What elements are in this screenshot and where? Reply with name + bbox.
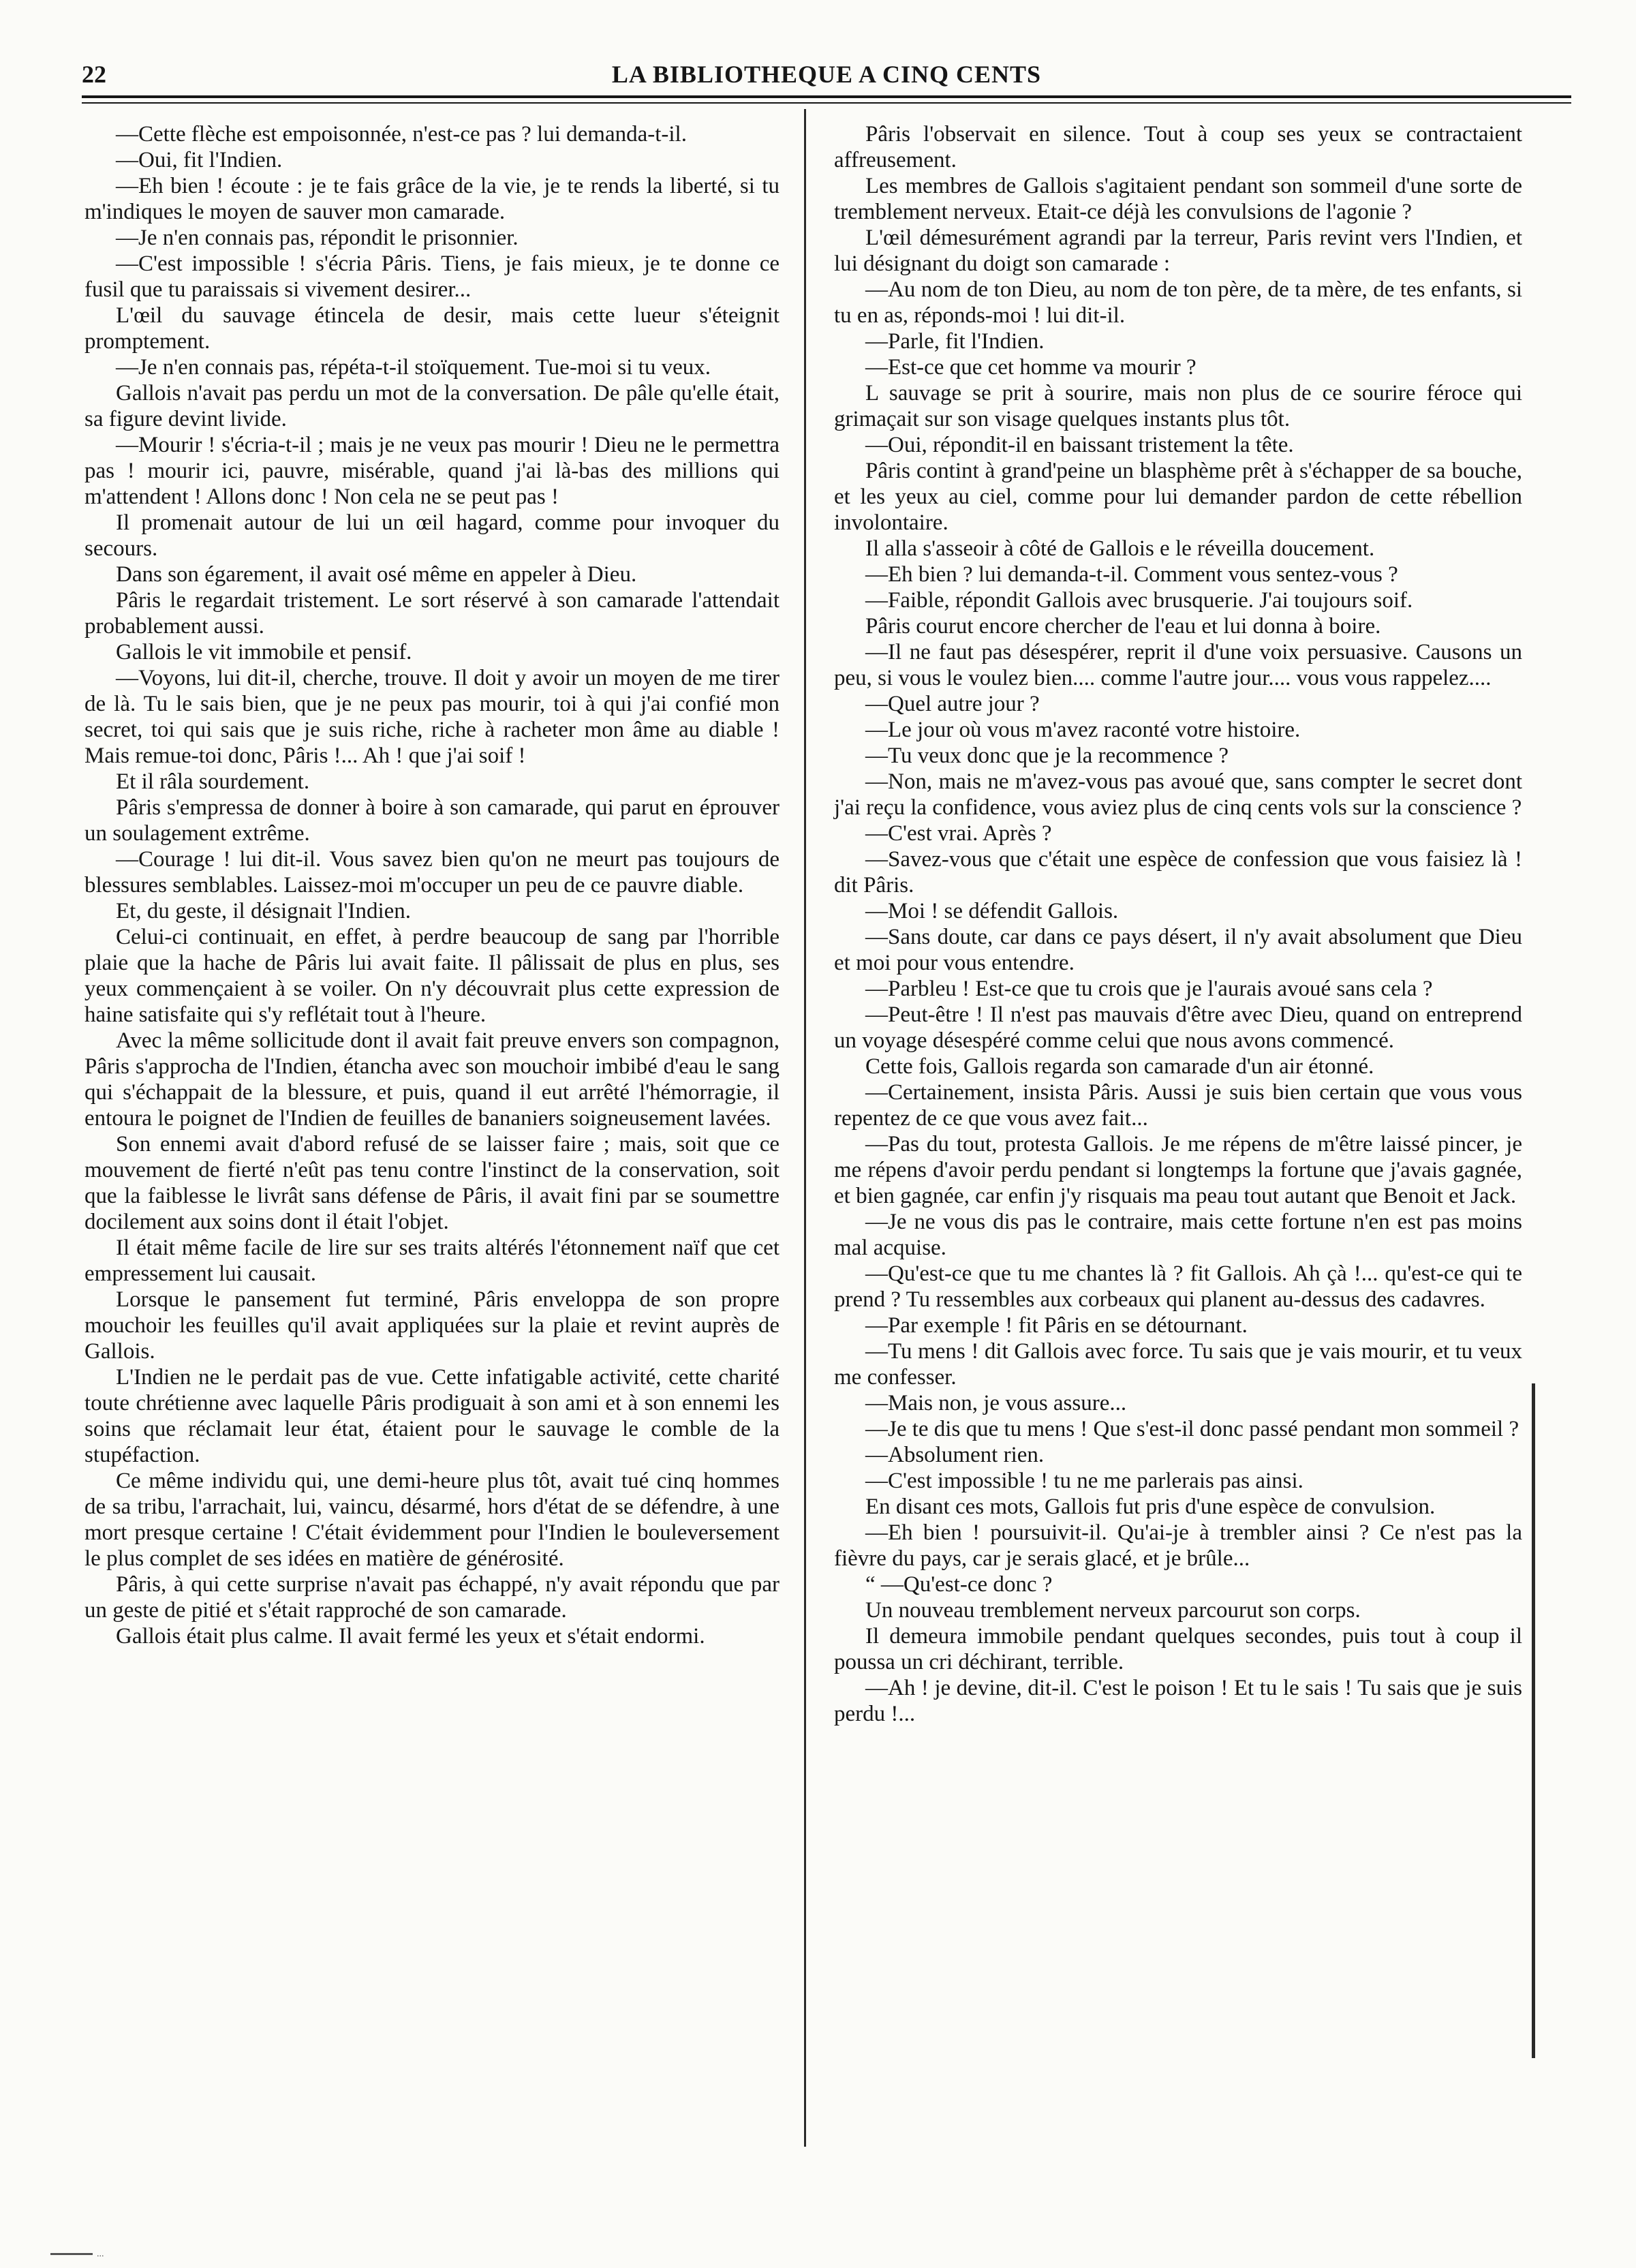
paragraph: Cette fois, Gallois regarda son camarade d'un air étonné. — [865, 1054, 1374, 1079]
paragraph: Un nouveau tremblement nerveux parcourut son corps. — [865, 1598, 1361, 1623]
footer-mark: ... — [50, 2249, 104, 2260]
paragraph: —Savez-vous que c'était une espèce de confession que vous faisiez là ! dit Pâris. — [834, 847, 1522, 898]
paragraph: —Moi ! se défendit Gallois. — [865, 899, 1119, 923]
paragraph: —Je te dis que tu mens ! Que s'est-il donc passé pendant mon sommeil ? — [865, 1417, 1519, 1441]
paragraph: Et il râla sourdement. — [116, 769, 310, 794]
header-rule-thick — [82, 95, 1571, 98]
paragraph: Les membres de Gallois s'agitaient pendant son sommeil d'une sorte de tremblement nerveux. Etait-ce déjà les convulsions de l'agonie ? — [834, 174, 1522, 224]
paragraph: L'Indien ne le perdait pas de vue. Cette infatigable activité, cette charité toute chrétienne avec laquelle Pâris prodiguait à son ami et à son ennemi les soins que réclamait leur état, étaient pour le sauvage le comble de la stupéfaction. — [84, 1365, 780, 1467]
paragraph: —Oui, fit l'Indien. — [116, 148, 283, 172]
paragraph: —Faible, répondit Gallois avec brusquerie. J'ai toujours soif. — [865, 588, 1413, 613]
paragraph: —Par exemple ! fit Pâris en se détournant. — [865, 1313, 1248, 1338]
paragraph: Il était même facile de lire sur ses traits altérés l'étonnement naïf que cet empressement lui causait. — [84, 1236, 780, 1286]
paragraph: —Ah ! je devine, dit-il. C'est le poison ! Et tu le sais ! Tu sais que je suis perdu !... — [834, 1676, 1522, 1726]
paragraph: —C'est impossible ! s'écria Pâris. Tiens, je fais mieux, je te donne ce fusil que tu paraissais si vivement desirer... — [84, 251, 780, 302]
margin-rule — [1532, 1383, 1535, 2058]
paragraph: —C'est impossible ! tu ne me parlerais pas ainsi. — [865, 1469, 1303, 1493]
paragraph: —Non, mais ne m'avez-vous pas avoué que, sans compter le secret dont j'ai reçu la confidence, vous aviez plus de cinq cents vols sur la conscience ? — [834, 769, 1522, 820]
paragraph: Il promenait autour de lui un œil hagard, comme pour invoquer du secours. — [84, 510, 780, 561]
header-rule-thin — [82, 102, 1571, 104]
paragraph: —Eh bien ? lui demanda-t-il. Comment vous sentez-vous ? — [865, 562, 1398, 587]
text-column-left — [84, 121, 780, 1649]
paragraph: Gallois le vit immobile et pensif. — [116, 640, 412, 664]
text-column-right — [834, 121, 1522, 1727]
paragraph: —Parbleu ! Est-ce que tu crois que je l'aurais avoué sans cela ? — [865, 977, 1433, 1001]
paragraph: Il alla s'asseoir à côté de Gallois e le réveilla doucement. — [865, 536, 1375, 561]
paragraph: —Eh bien ! poursuivit-il. Qu'ai-je à trembler ainsi ? Ce n'est pas la fièvre du pays, car je serais glacé, et je brûle... — [834, 1520, 1522, 1571]
paragraph: Pâris, à qui cette surprise n'avait pas échappé, n'y avait répondu que par un geste de pitié et s'était rapproché de son camarade. — [84, 1572, 780, 1623]
paragraph: —Courage ! lui dit-il. Vous savez bien qu'on ne meurt pas toujours de blessures semblables. Laissez-moi m'occuper un peu de ce pauvre diable. — [84, 847, 780, 898]
paragraph: L'œil du sauvage étincela de desir, mais cette lueur s'éteignit promptement. — [84, 303, 780, 354]
paragraph: Pâris l'observait en silence. Tout à coup ses yeux se contractaient affreusement. — [834, 122, 1522, 172]
paragraph: —Absolument rien. — [865, 1443, 1045, 1467]
paragraph: —Certainement, insista Pâris. Aussi je suis bien certain que vous vous repentez de ce que vous avez fait... — [834, 1080, 1522, 1131]
paragraph: Gallois n'avait pas perdu un mot de la conversation. De pâle qu'elle était, sa figure devint livide. — [84, 381, 780, 431]
paragraph: —Voyons, lui dit-il, cherche, trouve. Il doit y avoir un moyen de me tirer de là. Tu le sais bien, que je ne peux pas mourir, toi à qui j'ai confié mon secret, toi qui sais que je suis riche, riche à racheter mon âme au diable ! Mais remue-toi donc, Pâris !... Ah ! que j'ai soif ! — [84, 666, 780, 768]
paragraph: —Est-ce que cet homme va mourir ? — [865, 355, 1197, 380]
paragraph: —Eh bien ! écoute : je te fais grâce de la vie, je te rends la liberté, si tu m'indiques le moyen de sauver mon camarade. — [84, 174, 780, 224]
paragraph: —Quel autre jour ? — [865, 692, 1040, 716]
paragraph: Celui-ci continuait, en effet, à perdre beaucoup de sang par l'horrible plaie que la hache de Pâris lui avait faite. Il pâlissait de plus en plus, ses yeux commençaient à se voiler. On n'y découvrait plus cette expression de haine satisfaite qui s'y reflétait tout à l'heure. — [84, 925, 780, 1027]
paragraph: L'œil démesurément agrandi par la terreur, Paris revint vers l'Indien, et lui désignant du doigt son camarade : — [834, 226, 1522, 276]
paragraph: Pâris le regardait tristement. Le sort réservé à son camarade l'attendait probablement aussi. — [84, 588, 780, 639]
paragraph: —Sans doute, car dans ce pays désert, il n'y avait absolument que Dieu et moi pour vous entendre. — [834, 925, 1522, 975]
page-header — [82, 56, 1571, 95]
paragraph: Pâris contint à grand'peine un blasphème prêt à s'échapper de sa bouche, et les yeux au ciel, comme pour lui demander pardon de cette rébellion involontaire. — [834, 459, 1522, 535]
paragraph: —Je ne vous dis pas le contraire, mais cette fortune n'en est pas moins mal acquise. — [834, 1210, 1522, 1260]
paragraph: En disant ces mots, Gallois fut pris d'une espèce de convulsion. — [865, 1495, 1436, 1519]
page-number: 22 — [82, 61, 106, 88]
paragraph: L sauvage se prit à sourire, mais non plus de ce sourire féroce qui grimaçait sur son visage quelques instants plus tôt. — [834, 381, 1522, 431]
paragraph: —Je n'en connais pas, répéta-t-il stoïquement. Tue-moi si tu veux. — [116, 355, 711, 380]
paragraph: Avec la même sollicitude dont il avait fait preuve envers son compagnon, Pâris s'approcha de l'Indien, étancha avec son mouchoir imbibé d'eau le sang qui s'échappait de la blessure, et puis, quand il eut arrêté l'hémorragie, il entoura le poignet de l'Indien de feuilles de bananiers soigneusement lavées. — [84, 1028, 780, 1131]
paragraph: Pâris s'empressa de donner à boire à son camarade, qui parut en éprouver un soulagement extrême. — [84, 795, 780, 846]
paragraph: Dans son égarement, il avait osé même en appeler à Dieu. — [116, 562, 637, 587]
paragraph: —Oui, répondit-il en baissant tristement la tête. — [865, 433, 1294, 457]
paragraph: —Il ne faut pas désespérer, reprit il d'une voix persuasive. Causons un peu, si vous le voulez bien.... comme l'autre jour.... vous vous rappelez.... — [834, 640, 1522, 690]
paragraph: —Qu'est-ce que tu me chantes là ? fit Gallois. Ah çà !... qu'est-ce qui te prend ? Tu ressembles aux corbeaux qui planent au-dessus des cadavres. — [834, 1261, 1522, 1312]
paragraph: Gallois était plus calme. Il avait fermé les yeux et s'était endormi. — [116, 1624, 705, 1649]
paragraph: “ —Qu'est-ce donc ? — [865, 1572, 1053, 1597]
paragraph: —Le jour où vous m'avez raconté votre histoire. — [865, 718, 1301, 742]
paragraph: —Cette flèche est empoisonnée, n'est-ce pas ? lui demanda-t-il. — [116, 122, 687, 147]
paragraph: —Mais non, je vous assure... — [865, 1391, 1127, 1415]
paragraph: Pâris courut encore chercher de l'eau et lui donna à boire. — [865, 614, 1381, 639]
paragraph: Son ennemi avait d'abord refusé de se laisser faire ; mais, soit que ce mouvement de fierté n'eût pas tenu contre l'instinct de la conservation, soit que la faiblesse le livrât sans défense de Pâris, il avait fini par se soumettre docilement aux soins dont il était l'objet. — [84, 1132, 780, 1234]
column-divider — [804, 109, 806, 2147]
paragraph: Il demeura immobile pendant quelques secondes, puis tout à coup il poussa un cri déchirant, terrible. — [834, 1624, 1522, 1674]
paragraph: —Je n'en connais pas, répondit le prisonnier. — [116, 226, 519, 250]
paragraph: —Mourir ! s'écria-t-il ; mais je ne veux pas mourir ! Dieu ne le permettra pas ! mourir ici, pauvre, misérable, quand j'ai là-bas des millions qui m'attendent ! Allons donc ! Non cela ne se peut pas ! — [84, 433, 780, 509]
paragraph: —Parle, fit l'Indien. — [865, 329, 1045, 354]
paragraph: Et, du geste, il désignait l'Indien. — [116, 899, 412, 923]
paragraph: Lorsque le pansement fut terminé, Pâris enveloppa de son propre mouchoir les feuilles qu'il avait appliquées sur la plaie et revint auprès de Gallois. — [84, 1287, 780, 1364]
paragraph: —Peut-être ! Il n'est pas mauvais d'être avec Dieu, quand on entreprend un voyage désespéré comme celui que nous avons commencé. — [834, 1002, 1522, 1053]
paragraph: —Au nom de ton Dieu, au nom de ton père, de ta mère, de tes enfants, si tu en as, réponds-moi ! lui dit-il. — [834, 277, 1522, 328]
paragraph: —Tu veux donc que je la recommence ? — [865, 744, 1229, 768]
paragraph: Ce même individu qui, une demi-heure plus tôt, avait tué cinq hommes de sa tribu, l'arrachait, lui, vaincu, désarmé, hors d'état de se défendre, à une mort presque certaine ! C'était évidemment pour l'Indien le bouleversement le plus complet de ses idées en matière de générosité. — [84, 1469, 780, 1571]
paragraph: —Pas du tout, protesta Gallois. Je me répens de m'être laissé pincer, je me répens d'avoir perdu pendant si longtemps la fortune que j'avais gagnée, et bien gagnée, car enfin j'y risquais ma peau tout autant que Benoit et Jack. — [834, 1132, 1522, 1208]
paragraph: —C'est vrai. Après ? — [865, 821, 1052, 846]
publication-title: LA BIBLIOTHEQUE A CINQ CENTS — [611, 61, 1042, 88]
paragraph: —Tu mens ! dit Gallois avec force. Tu sais que je vais mourir, et tu veux me confesser. — [834, 1339, 1522, 1390]
